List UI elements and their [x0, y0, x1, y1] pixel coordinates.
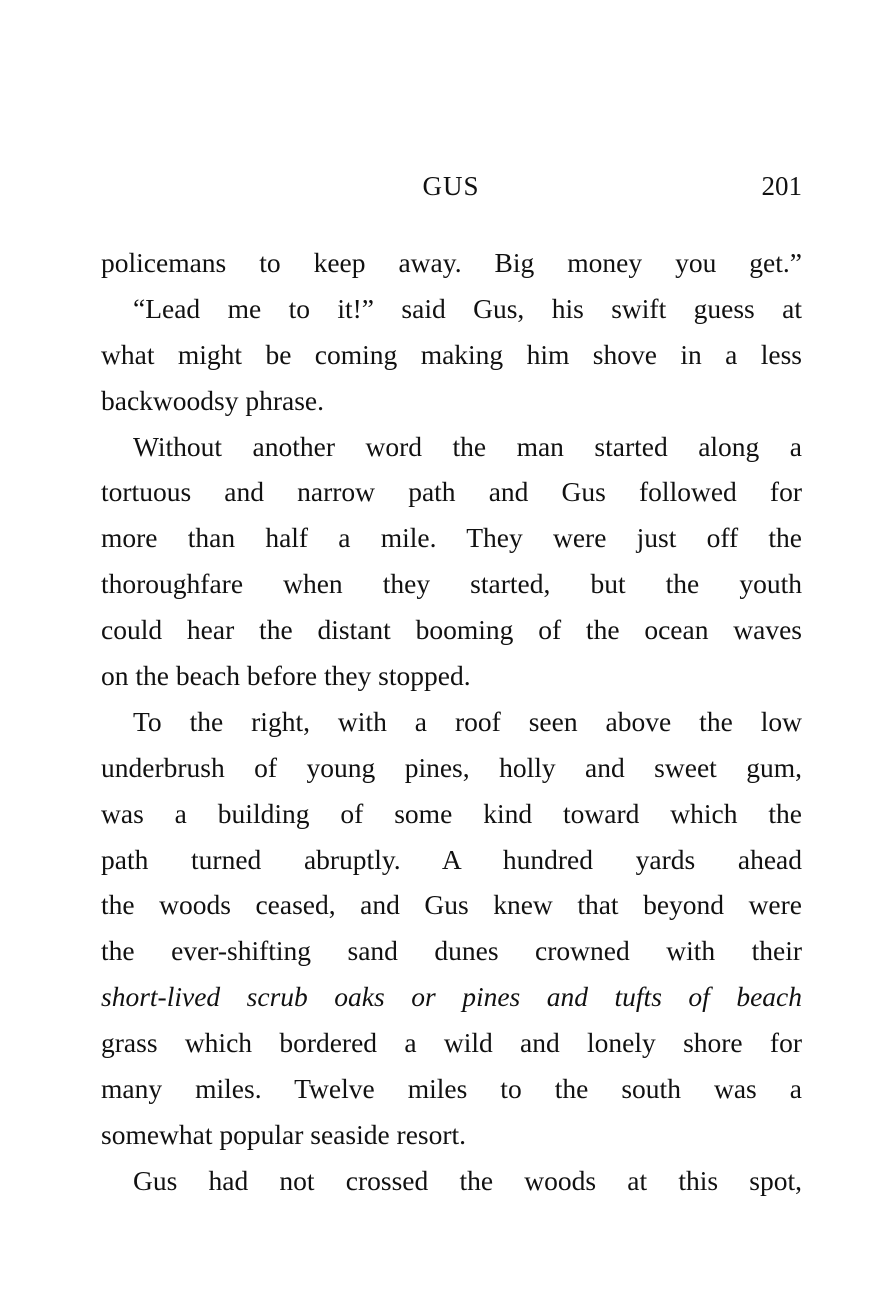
- text-line: the ever-shifting sand dunes crowned with their: [101, 935, 802, 967]
- text-line: was a building of some kind toward which the: [101, 797, 802, 829]
- text-line: To the right, with a roof seen above the low: [133, 705, 802, 737]
- page-number: 201: [761, 171, 802, 201]
- text-line: short-lived scrub oaks or pines and tufts of beach: [101, 981, 802, 1013]
- text-line: underbrush of young pines, holly and sweet gum,: [101, 751, 802, 783]
- text-line: policemans to keep away. Big money you get.”: [101, 247, 802, 278]
- text-line: could hear the distant booming of the ocean waves: [101, 614, 802, 646]
- running-title: GUS: [422, 171, 480, 201]
- text-line: somewhat popular seaside resort.: [101, 1118, 467, 1150]
- text-line: many miles. Twelve miles to the south was a: [101, 1073, 802, 1105]
- text-line: “Lead me to it!” said Gus, his swift guess at: [133, 292, 802, 324]
- body-text: [101, 240, 802, 1204]
- text-line: on the beach before they stopped.: [101, 660, 471, 692]
- text-line: thoroughfare when they started, but the youth: [101, 568, 802, 600]
- text-line: backwoodsy phrase.: [101, 384, 324, 416]
- text-line: Gus had not crossed the woods at this spot,: [133, 1164, 802, 1196]
- text-line: the woods ceased, and Gus knew that beyond were: [101, 889, 802, 921]
- text-line: what might be coming making him shove in a less: [101, 338, 802, 370]
- text-line: grass which bordered a wild and lonely shore for: [101, 1027, 802, 1059]
- text-line: path turned abruptly. A hundred yards ahead: [101, 843, 802, 875]
- text-line: Without another word the man started along a: [133, 430, 802, 462]
- text-line: tortuous and narrow path and Gus followed for: [101, 476, 802, 508]
- running-head: [100, 166, 802, 206]
- text-line: more than half a mile. They were just off the: [101, 522, 802, 554]
